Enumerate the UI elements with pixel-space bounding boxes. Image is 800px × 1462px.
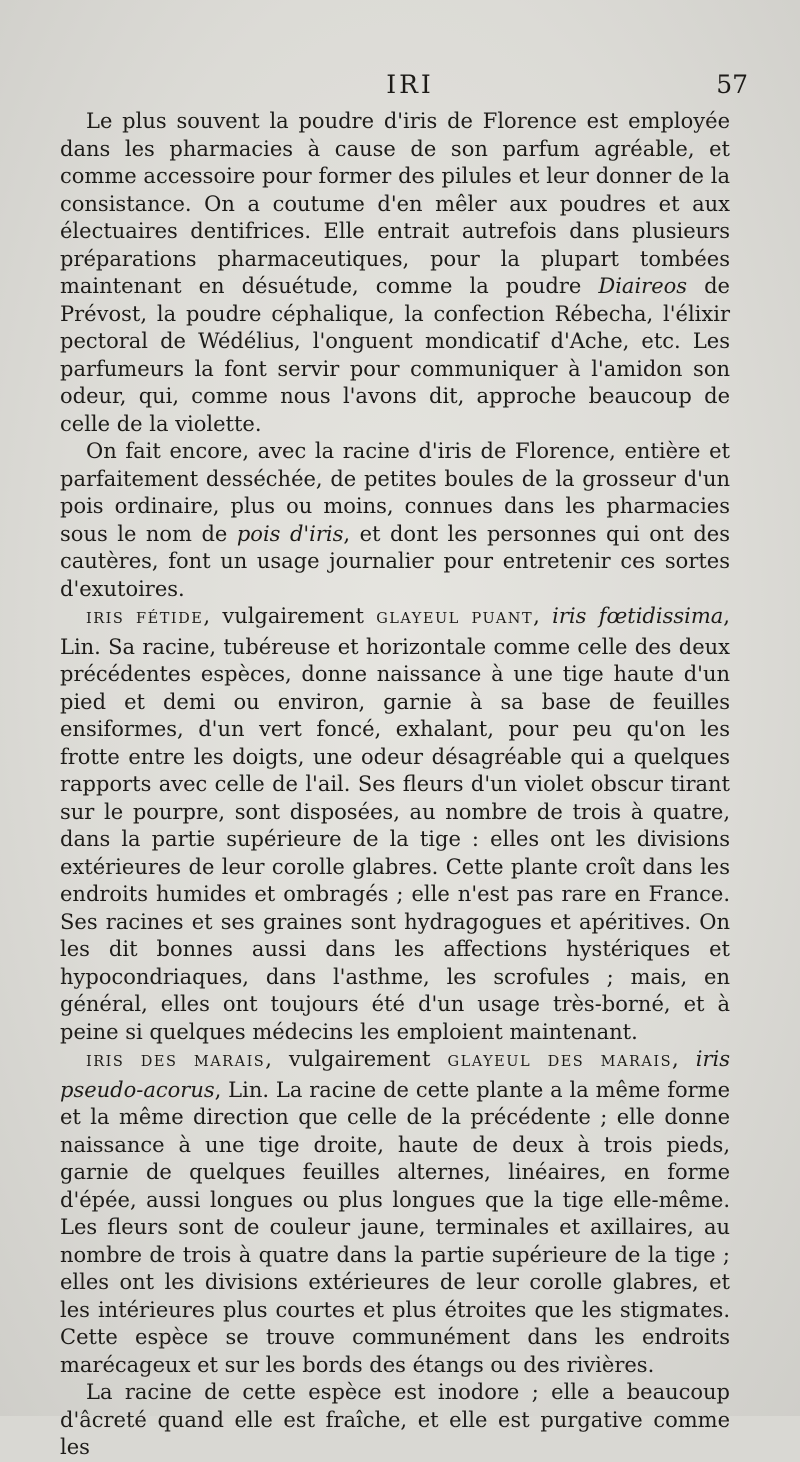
latin-name: iris pseudo-acorus [60, 1047, 730, 1102]
common-name: GLAYEUL PUANT [376, 611, 534, 627]
common-name: GLAYEUL DES MARAIS [447, 1054, 673, 1070]
paragraph-iris-des-marais: IRIS DES MARAIS, vulgairement GLAYEUL DES MARAIS, iris pseudo-acorus, Lin. La racine de cette plante a la même forme et la même direction que celle de la précédente ; elle donne naissance à une tige droite, haute de deux à trois pieds, garnie de quelques feuilles alternes, linéaires, en forme d'épée, aussi longues ou plus longues que la tige elle-même. Les fleurs sont de couleur jaune, terminales et axillaires, au nombre de trois à quatre dans la partie supérieure de la tige ; elles ont les divisions extérieures de leur corolle glabres, et les intérieures plus courtes et plus étroites que les stigmates. Cette espèce se trouve communément dans les endroits marécageux et sur les bords des étangs ou des rivières. [60, 1047, 730, 1377]
page-number: 57 [716, 70, 748, 99]
page-header [60, 70, 760, 110]
italic-term: Diaireos [598, 274, 688, 298]
paragraph: La racine de cette espèce est inodore ; elle a beaucoup d'âcreté quand elle est fraîche, et elle est purgative comme les [60, 1380, 730, 1459]
italic-term: pois d'iris [236, 521, 344, 546]
paragraph-iris-fetide: IRIS FÉTIDE, vulgairement GLAYEUL PUANT, iris fœtidissima, Lin. Sa racine, tubéreuse et horizontale comme celle des deux précédentes espèces, donne naissance à une tige haute d'un pied et demi ou environ, garnie à sa base de feuilles ensiformes, d'un vert foncé, exhalant, pour peu qu'on les frotte entre les doigts, une odeur désagréable qui a quelques rapports avec celle de l'ail. Ses fleurs d'un violet obscur tirant sur le pourpre, sont disposées, au nombre de trois à quatre, dans la partie supérieure de la tige : elles ont les divisions extérieures de leur corolle glabres. Cette plante croît dans les endroits humides et ombragés ; elle n'est pas rare en France. Ses racines et ses graines sont hydragogues et apéritives. On les dit bonnes aussi dans les affections hystériques et hypocondriaques, dans l'asthme, les scrofules ; mais, en général, elles ont toujours été d'un usage très-borné, et à peine si quelques médecins les emploient maintenant. [60, 604, 730, 1044]
running-head: IRI [386, 70, 434, 99]
entry-heading: IRIS FÉTIDE [86, 611, 204, 627]
paragraph: On fait encore, avec la racine d'iris de Florence, entière et parfaitement desséchée, de petites boules de la grosseur d'un pois ordinaire, plus ou moins, connues dans les pharmacies sous le nom de pois d'iris, et dont les personnes qui ont des cautères, font un usage journalier pour entretenir ces sortes d'exutoires. [60, 439, 731, 601]
body-text [60, 108, 730, 1462]
entry-heading: IRIS DES MARAIS [86, 1054, 266, 1070]
paragraph: Le plus souvent la poudre d'iris de Florence est employée dans les pharmacies à cause de son parfum agréable, et comme accessoire pour former des pilules et leur donner de la consistance. On a coutume d'en mêler aux poudres et aux électuaires dentifrices. Elle entrait autrefois dans plusieurs préparations pharmaceutiques, pour la plupart tombées maintenant en désuétude, comme la poudre Diaireos de Prévost, la poudre céphalique, la confection Rébecha, l'élixir pectoral de Wédélius, l'onguent mondicatif d'Ache, etc. Les parfumeurs la font servir pour communiquer à l'amidon son odeur, qui, comme nous l'avons dit, approche beaucoup de celle de la violette. [60, 109, 730, 436]
latin-name: iris fœtidissima [552, 604, 724, 628]
